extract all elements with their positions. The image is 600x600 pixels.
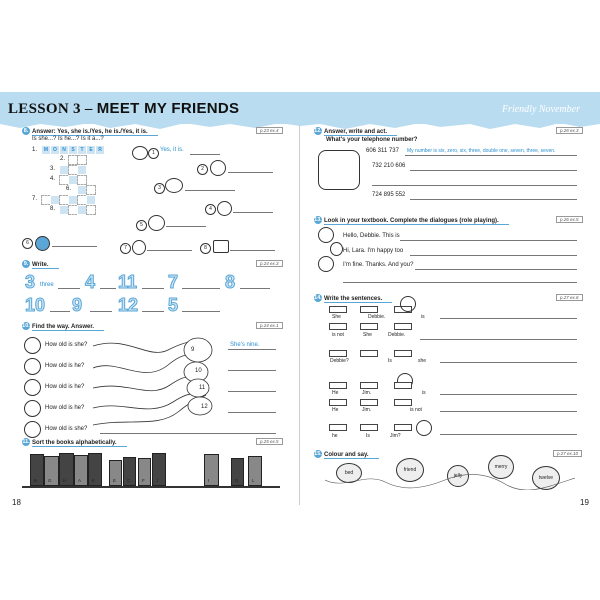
answer-line[interactable] [185,190,235,191]
word: Is [388,358,392,364]
answer-line[interactable] [372,185,577,186]
pic-number-2: 2 [197,164,208,175]
phone-number: 724 895 552 [372,192,406,198]
wool-thread [325,470,575,490]
tv-picture [213,240,229,253]
ex13-header [314,216,509,225]
word: is [421,314,425,320]
digit: 4 [85,272,96,292]
word: He [332,390,339,396]
wool-ball[interactable]: merry [488,455,514,479]
word-box[interactable] [394,382,412,389]
boy-face [24,358,41,375]
maze-balloons [88,330,218,430]
answer-line[interactable] [440,411,577,412]
page-spine [299,125,300,505]
ex15-ref: p.27 ex.10 [553,450,582,457]
word: She [332,314,341,320]
grid-cell: E [86,145,96,155]
word: Jim. [362,407,372,413]
page-number-left: 18 [12,498,21,507]
word: Jim. [362,390,372,396]
word-box[interactable] [360,382,378,389]
answer-line[interactable] [166,226,206,227]
pic-number-5: 5 [136,220,147,231]
girl-picture [210,160,226,176]
answer-line[interactable] [228,370,276,371]
ex14-ref: p.27 ex.6 [556,294,583,301]
word-box[interactable] [329,382,347,389]
pic-number-6: 6 [22,238,33,249]
grid-cell: R [95,145,105,155]
word-box[interactable] [360,424,378,431]
grid-label-1: 1. [32,147,38,153]
answer-line[interactable] [420,339,577,340]
word-box[interactable] [360,350,378,357]
book [59,453,74,486]
word-box[interactable] [360,306,378,313]
ex9-example: three [40,282,54,288]
answer-line[interactable] [230,250,275,251]
book-letter: D [235,478,239,483]
girl-face [318,227,334,243]
grid-cell: S [68,145,78,155]
shelf [22,486,280,488]
answer-line[interactable] [228,349,276,350]
boy-face [24,379,41,396]
book [152,453,166,486]
ex8-answer: Yes, it is. [160,147,184,153]
wool-ball[interactable]: bed [336,463,362,483]
answer-line[interactable] [100,288,116,289]
book-letter: K [92,478,96,483]
balloon-number: 10 [195,368,202,374]
ex8-number: 8. [23,128,29,134]
answer-line[interactable] [410,170,577,171]
answer-line[interactable] [410,255,577,256]
grid-cell[interactable] [86,185,96,195]
ex9-task: Write. [32,262,59,269]
book [204,454,219,486]
digit: 10 [25,295,46,315]
series-title: Friendly November [501,104,580,115]
word: is not [410,407,422,413]
answer-line[interactable] [228,391,276,392]
answer-line[interactable] [233,212,273,213]
answer-line[interactable] [190,154,220,155]
ex10-ref: p.24 ex.1 [256,322,283,329]
grid-label-4: 4. [50,176,56,182]
grid-label-2: 2. [60,156,66,162]
wool-ball[interactable]: twelve [532,466,560,490]
answer-line[interactable] [440,362,577,363]
word-box[interactable] [329,323,347,330]
answer-line[interactable] [142,311,164,312]
answer-line[interactable] [90,311,112,312]
ex15-header [314,450,379,459]
digit: 8 [225,272,236,292]
phone-number: 732 210 606 [372,163,406,169]
answer-line[interactable] [52,246,97,247]
word-box[interactable] [329,399,347,406]
lesson-name: MEET MY FRIENDS [96,100,240,117]
answer-line[interactable] [343,282,577,283]
ex12-ref: p.26 ex.3 [556,127,583,134]
girl-face [318,256,334,272]
word: she [418,358,427,364]
digit: 5 [168,295,179,315]
boy-face [330,242,343,256]
ex10-task: Find the way. Answer. [32,324,104,331]
balloon-number: 9 [191,347,195,353]
ex12-question: What's your telephone number? [326,137,418,143]
digit: 11 [118,272,138,292]
word: Debbie? [330,358,349,364]
book-letter: B [34,478,38,483]
grid-cell: T [77,145,87,155]
balloon-number: 11 [199,385,206,391]
ex15-task: Colour and say. [324,452,379,459]
ex9-number: 9. [23,261,29,267]
answer-line[interactable] [182,311,220,312]
girl-face [24,337,41,354]
answer-line[interactable] [415,269,577,270]
answer-line[interactable] [228,172,273,173]
word: She [363,332,372,338]
answer-line[interactable] [50,311,70,312]
pic-number-8: 8 [200,243,211,254]
girl-face [24,421,41,438]
dialogue-line: I'm fine. Thanks. And you? [343,262,414,268]
answer-line[interactable] [410,199,577,200]
ex14-header [314,294,392,303]
answer-line[interactable] [142,288,164,289]
book-letter: G [48,478,52,483]
ex12-header [314,127,397,136]
grid-cell[interactable] [77,155,87,165]
word-box[interactable] [360,399,378,406]
ex12-number: 12. [314,128,322,134]
ex11-header [22,438,127,447]
ex14-number: 14. [314,295,322,301]
ex12-task: Answer, write and act. [324,129,397,136]
book-letter: A [78,478,82,483]
question: How old is he? [45,405,85,411]
digit: 9 [72,295,83,315]
word: is not [332,332,344,338]
word-box[interactable] [360,323,378,330]
pic-number-3: 3 [154,183,165,194]
lesson-number: LESSON 3 [8,101,81,117]
lesson-title [8,100,239,118]
question: How old is he? [45,384,85,390]
ex10-number: 10. [22,323,30,329]
book [248,456,262,486]
title-dash: – [80,101,97,117]
grid-label-3: 3. [50,166,56,172]
word-box[interactable] [394,350,412,357]
word: He [332,407,339,413]
ex8-task: Answer: Yes, she is./Yes, he is./Yes, it is. [32,129,158,136]
word-box[interactable] [394,424,412,431]
ex13-ref: p.26 ex.5 [556,216,583,223]
word: Is [366,433,370,439]
phone-number: 606 311 737 [366,148,399,154]
answer-line[interactable] [440,318,577,319]
grid-label-8: 8. [50,206,56,212]
word: Jim? [390,433,401,439]
grid-cell[interactable] [86,205,96,215]
book-letter: H [63,478,67,483]
ex10-answer: She's nine. [230,342,260,348]
boy-picture [217,201,232,216]
bird-picture [132,240,146,255]
ex11-number: 11. [22,439,30,445]
answer-line[interactable] [405,155,577,156]
cat-picture [165,178,183,193]
digit: 3 [25,272,36,292]
ex9-ref: p.24 ex.3 [256,260,283,267]
word-box[interactable] [394,323,412,330]
word-box[interactable] [329,306,347,313]
answer-line[interactable] [100,433,276,434]
question: How old is she? [45,426,88,432]
dialogue-line: Hi, Lara. I'm happy too [343,248,404,254]
balloon-number: 12 [201,404,208,410]
question: How old is she? [45,342,88,348]
question: How old is he? [45,363,85,369]
grid-cell: M [41,145,51,155]
grid-cell[interactable] [77,175,87,185]
answer-line[interactable] [228,412,276,413]
word: he [332,433,338,439]
word: Debbie. [388,332,406,338]
ex8-header [22,127,158,136]
grid-cell[interactable] [77,165,87,175]
pic-number-7: 7 [120,243,131,254]
ex9-header [22,260,59,269]
grid-cell[interactable] [86,195,96,205]
answer-line[interactable] [440,434,577,435]
moon-character [400,296,416,312]
ex13-task: Look in your textbook. Complete the dialogues (role playing). [324,218,509,225]
dog-picture [148,215,165,231]
ex11-ref: p.25 ex.5 [256,438,283,445]
book-letter: J [156,478,159,483]
grid-label-7: 7. [32,196,38,202]
pic-number-4: 4 [205,204,216,215]
book-letter: F [142,478,145,483]
grid-label-5: 6. [66,186,72,192]
word: is [422,390,426,396]
dialogue-line: Hello, Debbie. This is [343,233,400,239]
digit: 7 [168,272,179,292]
ball-picture [35,236,50,251]
grid-cell: O [50,145,60,155]
answer-line[interactable] [400,240,577,241]
ex8-ref: p.23 ex.4 [256,127,283,134]
digit: 12 [118,295,139,315]
answer-line[interactable] [440,394,577,395]
pic-number-1: 1 [148,148,159,159]
ex8-subtitle: Is she...? Is he...? Is it a...? [32,136,104,142]
word-box[interactable] [394,399,412,406]
word: Debbie. [368,314,386,320]
book-letter: C [127,478,131,483]
word-box[interactable] [329,424,347,431]
ex14-task: Write the sentences. [324,296,392,303]
wool-ball[interactable]: jelly [447,465,469,487]
ex11-task: Sort the books alphabetically. [32,440,127,447]
ex13-number: 13. [314,217,322,223]
grid-cell: N [59,145,69,155]
wool-ball[interactable]: friend [396,458,424,482]
boy-face [24,400,41,417]
answer-line[interactable] [147,250,192,251]
answer-line[interactable] [240,288,270,289]
cat-phone-picture [318,150,360,190]
ex15-number: 15. [314,451,322,457]
book-letter: I [208,478,210,483]
ex12-answer: My number is six, zero, six, three, double one, seven, three, seven. [407,148,556,154]
book-letter: L [252,478,255,483]
word-box[interactable] [329,350,347,357]
moon-character [416,420,432,436]
answer-line[interactable] [58,288,80,289]
answer-line[interactable] [182,288,220,289]
page-number-right: 19 [580,498,589,507]
monster-picture [132,146,148,160]
book-letter: E [113,478,117,483]
